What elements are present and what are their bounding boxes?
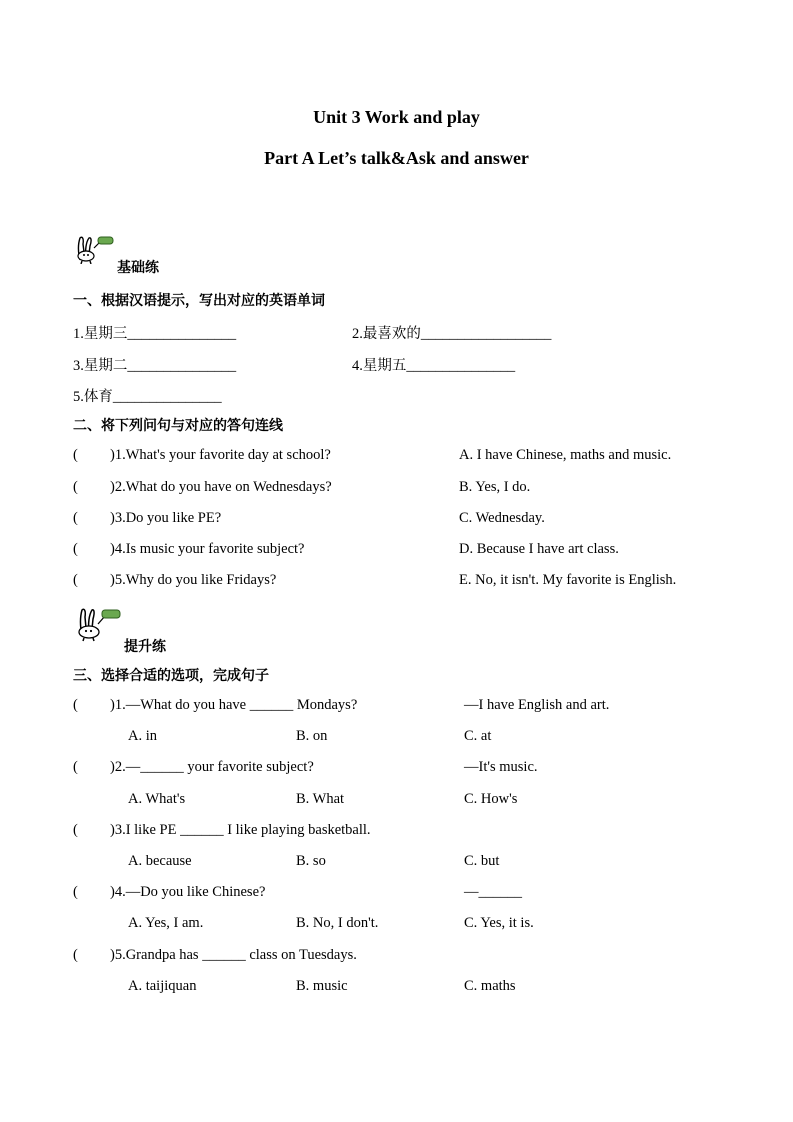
option-c: C. but xyxy=(464,853,500,869)
blank-item-5: 5.体育_______________ xyxy=(73,389,222,405)
page-title: Unit 3 Work and play xyxy=(313,107,480,127)
rabbit-sign-icon xyxy=(74,606,122,642)
option-c: C. at xyxy=(464,728,492,744)
match-question: )3.Do you like PE? xyxy=(110,510,222,526)
option-b: B. music xyxy=(296,978,348,994)
page-subtitle: Part A Let’s talk&Ask and answer xyxy=(264,148,529,168)
section1-title: 一、根据汉语提示，写出对应的英语单词 xyxy=(73,293,325,309)
section3-title: 三、选择合适的选项，完成句子 xyxy=(73,668,269,684)
option-a: A. taijiquan xyxy=(128,978,197,994)
match-answer: E. No, it isn't. My favorite is English. xyxy=(459,572,677,588)
choice-reply: —I have English and art. xyxy=(464,697,610,713)
blank-item-4: 4.星期五_______________ xyxy=(352,358,516,374)
choice-reply: —It's music. xyxy=(464,759,538,775)
answer-paren: ( xyxy=(73,947,78,963)
answer-paren: ( xyxy=(73,822,78,838)
option-c: C. How's xyxy=(464,791,518,807)
option-b: B. No, I don't. xyxy=(296,915,379,931)
match-question: )1.What's your favorite day at school? xyxy=(110,447,331,463)
match-answer: D. Because I have art class. xyxy=(459,541,619,557)
match-answer: B. Yes, I do. xyxy=(459,479,531,495)
answer-paren: ( xyxy=(73,479,78,495)
match-answer: A. I have Chinese, maths and music. xyxy=(459,447,672,463)
answer-paren: ( xyxy=(73,697,78,713)
option-b: B. What xyxy=(296,791,345,807)
match-question: )4.Is music your favorite subject? xyxy=(110,541,305,557)
answer-paren: ( xyxy=(73,759,78,775)
choice-question: )5.Grandpa has ______ class on Tuesdays. xyxy=(110,947,357,963)
choice-question: )2.—______ your favorite subject? xyxy=(110,759,314,775)
option-a: A. in xyxy=(128,728,157,744)
section2-title: 二、将下列问句与对应的答句连线 xyxy=(73,418,283,434)
answer-paren: ( xyxy=(73,447,78,463)
option-c: C. Yes, it is. xyxy=(464,915,534,931)
option-c: C. maths xyxy=(464,978,516,994)
answer-paren: ( xyxy=(73,510,78,526)
option-a: A. because xyxy=(128,853,192,869)
rabbit-sign-icon xyxy=(74,234,116,264)
option-b: B. on xyxy=(296,728,328,744)
answer-paren: ( xyxy=(73,541,78,557)
option-a: A. What's xyxy=(128,791,186,807)
answer-paren: ( xyxy=(73,884,78,900)
match-answer: C. Wednesday. xyxy=(459,510,545,526)
option-b: B. so xyxy=(296,853,326,869)
basic-practice-label: 基础练 xyxy=(117,260,159,276)
match-question: )5.Why do you like Fridays? xyxy=(110,572,277,588)
answer-paren: ( xyxy=(73,572,78,588)
choice-question: )3.I like PE ______ I like playing basketball. xyxy=(110,822,371,838)
match-question: )2.What do you have on Wednesdays? xyxy=(110,479,332,495)
choice-question: )4.—Do you like Chinese? xyxy=(110,884,266,900)
blank-item-1: 1.星期三_______________ xyxy=(73,326,237,342)
option-a: A. Yes, I am. xyxy=(128,915,204,931)
advanced-practice-label: 提升练 xyxy=(124,639,166,655)
blank-item-2: 2.最喜欢的__________________ xyxy=(352,326,552,342)
choice-reply: —______ xyxy=(464,884,522,900)
blank-item-3: 3.星期二_______________ xyxy=(73,358,237,374)
choice-question: )1.—What do you have ______ Mondays? xyxy=(110,697,358,713)
